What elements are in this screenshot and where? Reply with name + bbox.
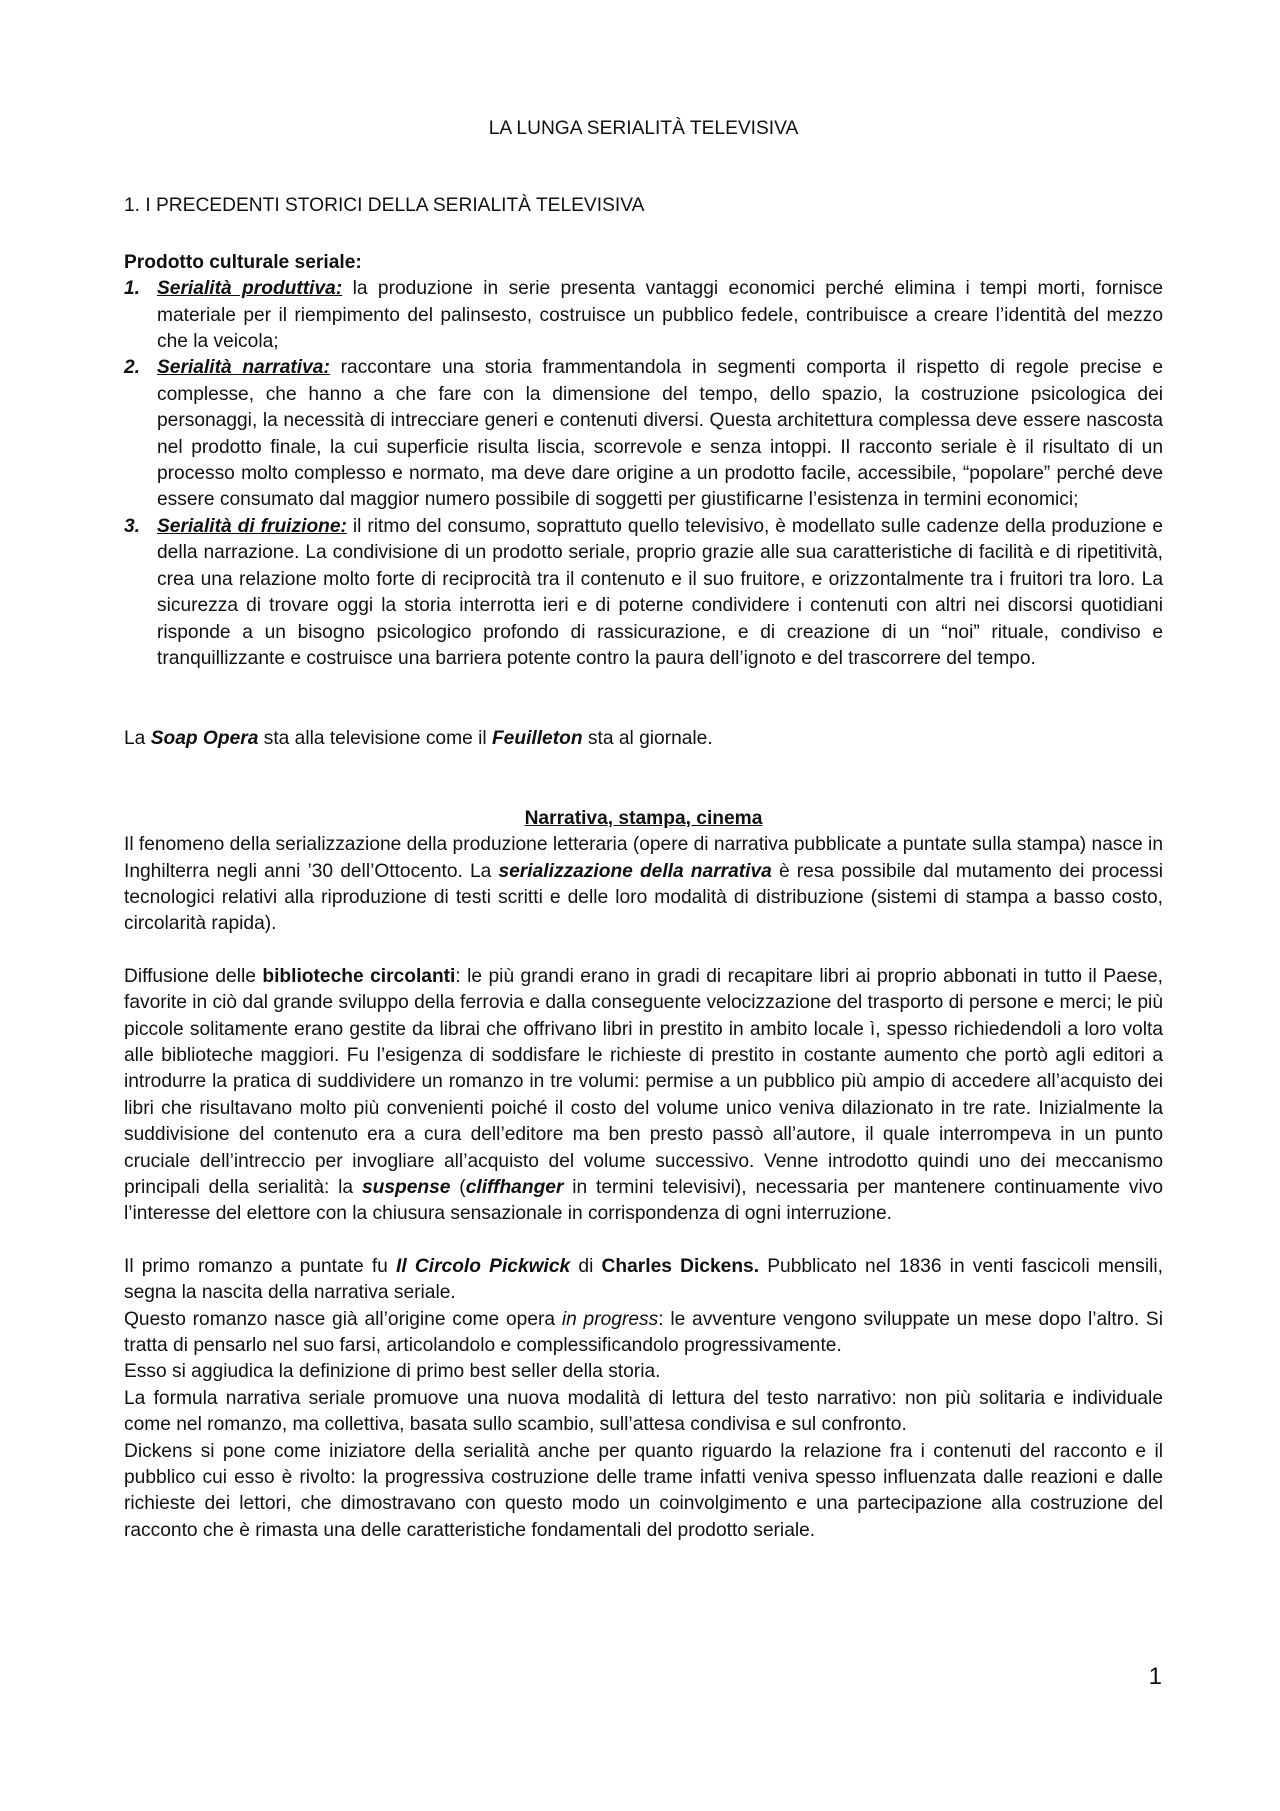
list-item-term: Serialità narrativa:	[157, 357, 330, 379]
paragraph-dickens: Dickens si pone come iniziatore della serialità anche per quanto riguardo la relazione fra i contenuti del racconto e il pubblico cui esso è rivolto: la progressiva costruzione delle trame infatti veniva spesso influenzata dalle reazioni e dalle richieste dei lettori, che dimostravano con questo modo un coinvolgimento e una partecipazione alla costruzione del racconto che è rimasta una delle caratteristiche fondamentali del prodotto seriale.	[124, 1440, 1163, 1541]
paragraph-libraries	[124, 964, 1163, 1228]
paragraph-text: Il fenomeno della serializzazione della produzione letteraria (opere di narrativa pubblicate a puntate sulla stampa) nasce in Inghilterra negli anni ’30 dell’Ottocento. La	[124, 834, 1163, 882]
paragraph-text: : le più grandi erano in gradi di recapitare libri ai proprio abbonati in tutto il Paese, favorite in ciò dal grande sviluppo della ferrovia e dalla conseguente velocizzazione del trasporto di persone e merci; le più piccole solitamente erano gestite da librai che offrivano libri in prestito in ambito locale ì, spesso richiedendoli a loro volta alle biblioteche maggiori. Fu l’esigenza di soddisfare le richieste di prestito in costante aumento che portò agli editori a introdurre la pratica di suddividere un romanzo in tre volumi: permise a un pubblico più ampio di accedere all’acquisto dei libri che risultavano molto più convenienti poiché il costo del volume unico veniva dilazionato in tre rate. Inizialmente la suddivisione del contenuto era a cura dell’editore ma ben presto passò all’autore, il quale interrompeva in un punto cruciale dell’intreccio per invogliare all’acquisto del volume successivo. Venne introdotto quindi uno dei meccanismo principali della serialità: la	[124, 965, 1163, 1198]
paragraph-text: (	[450, 1177, 466, 1198]
intro-label: Prodotto culturale seriale:	[124, 251, 362, 273]
list-item-number: 1.	[124, 278, 141, 300]
soap-opera-sentence	[124, 726, 1163, 752]
soap-text-post: sta al giornale.	[582, 728, 713, 750]
list-item-text: la produzione in serie presenta vantaggi economici perché elimina i tempi morti, fornisce materiale per il riempimento del palinsesto, costruisce un pubblico fedele, contribuisce a creare l’identità del mezzo che la veicola;	[157, 278, 1163, 353]
paragraph-text: Pubblicato nel 1836 in venti fascicoli mensili, segna la nascita della narrativa seriale.	[124, 1255, 1163, 1304]
list-item-text: raccontare una storia frammentandola in segmenti comporta il rispetto di regole precise e complesse, che hanno a che fare con la dimensione del tempo, dello spazio, la costruzione psicologica dei personaggi, la necessità di intrecciare generi e contenuti diversi. Questa architettura complessa deve essere nascosta nel prodotto finale, la cui superficie risulta liscia, scorrevole e senza intoppi. Il racconto seriale è il risultato di un processo molto complesso e normato, ma deve dare origine a un prodotto facile, accessibile, “popolare” perché deve essere consumato dal maggior numero possibile di soggetti per giustificarne l’esistenza in termini economici;	[157, 357, 1163, 511]
list-item-text: il ritmo del consumo, soprattuto quello televisivo, è modellato sulle cadenze della produzione e della narrazione. La condivisione di un prodotto seriale, proprio grazie alle sua caratteristiche di facilità e di ripetitività, crea una relazione molto forte di reciprocità tra il contenuto e il suo fruitore, e orizzontalmente tra i fruitori tra loro. La sicurezza di trovare oggi la storia interrotta ieri e di poterne condividere i contenuti con altri nei discorsi quotidiani risponde a un bisogno psicologico profondo di rassicurazione, e di creazione di un “noi” rituale, condiviso e tranquillizzante e costruisce una barriera potente contro la paura dell’ignoto e del trascorrere del tempo.	[157, 515, 1163, 669]
subsection-heading: Narrativa, stampa, cinema	[524, 807, 763, 829]
document-title: LA LUNGA SERIALITÀ TELEVISIVA	[488, 118, 799, 139]
paragraph-text: in termini televisivi), necessaria per mantenere continuamente vivo l’interesse del elettore con la chiusura sensazionale in corrispondenza di ogni interruzione.	[124, 1177, 1163, 1225]
paragraph-text: Questo romanzo nasce già all’origine come opera	[124, 1308, 562, 1330]
list-item-term: Serialità di fruizione:	[157, 515, 347, 537]
paragraph-text: Diffusione delle	[124, 965, 263, 987]
soap-text-pre: La	[124, 728, 151, 750]
emphasis-term: in progress	[561, 1308, 659, 1330]
paragraph-text: di	[570, 1255, 602, 1277]
list-item-term: Serialità produttiva:	[157, 278, 343, 300]
emphasis-term: Il Circolo Pickwick	[396, 1255, 571, 1277]
document-body	[124, 116, 1163, 1544]
page-number: 1	[1148, 1663, 1162, 1690]
list-item	[124, 355, 1163, 513]
emphasis-term: serializzazione della narrativa	[498, 860, 772, 882]
paragraph-pickwick	[124, 1254, 1163, 1307]
soap-opera-term: Soap Opera	[150, 728, 259, 750]
section-heading: 1. I PRECEDENTI STORICI DELLA SERIALITÀ TELEVISIVA	[124, 195, 645, 217]
paragraph-text: : le avventure vengono sviluppate un mese dopo l’altro. Si tratta di pensarlo nel suo farsi, articolandolo e complessificandolo progressivamente.	[124, 1308, 1163, 1357]
feuilleton-term: Feuilleton	[491, 728, 583, 750]
list-item	[124, 514, 1163, 672]
list-item-number: 2.	[124, 357, 141, 379]
list-item	[124, 276, 1163, 355]
emphasis-term: suspense	[361, 1177, 451, 1198]
emphasis-term: Charles Dickens.	[601, 1255, 760, 1277]
paragraph-reading-mode: La formula narrativa seriale promuove una nuova modalità di lettura del testo narrativo: non più solitaria e individuale come nel romanzo, ma collettiva, basata sullo scambio, sull’attesa condivisa e sul confronto.	[124, 1387, 1163, 1436]
seriality-list	[124, 276, 1163, 672]
emphasis-term: biblioteche circolanti	[262, 965, 456, 987]
soap-text-mid: sta alla televisione come il	[258, 728, 492, 750]
paragraph-serialization	[124, 832, 1163, 938]
paragraph-in-progress	[124, 1307, 1163, 1360]
paragraph-text: Il primo romanzo a puntate fu	[124, 1255, 397, 1277]
paragraph-best-seller: Esso si aggiudica la definizione di primo best seller della storia.	[124, 1361, 661, 1383]
emphasis-term: cliffhanger	[465, 1177, 564, 1198]
list-item-number: 3.	[124, 515, 141, 537]
paragraph-text: è resa possibile dal mutamento dei processi tecnologici relativi alla riproduzione di testi scritti e delle loro modalità di distribuzione (sistemi di stampa a basso costo, circolarità rapida).	[124, 860, 1163, 935]
